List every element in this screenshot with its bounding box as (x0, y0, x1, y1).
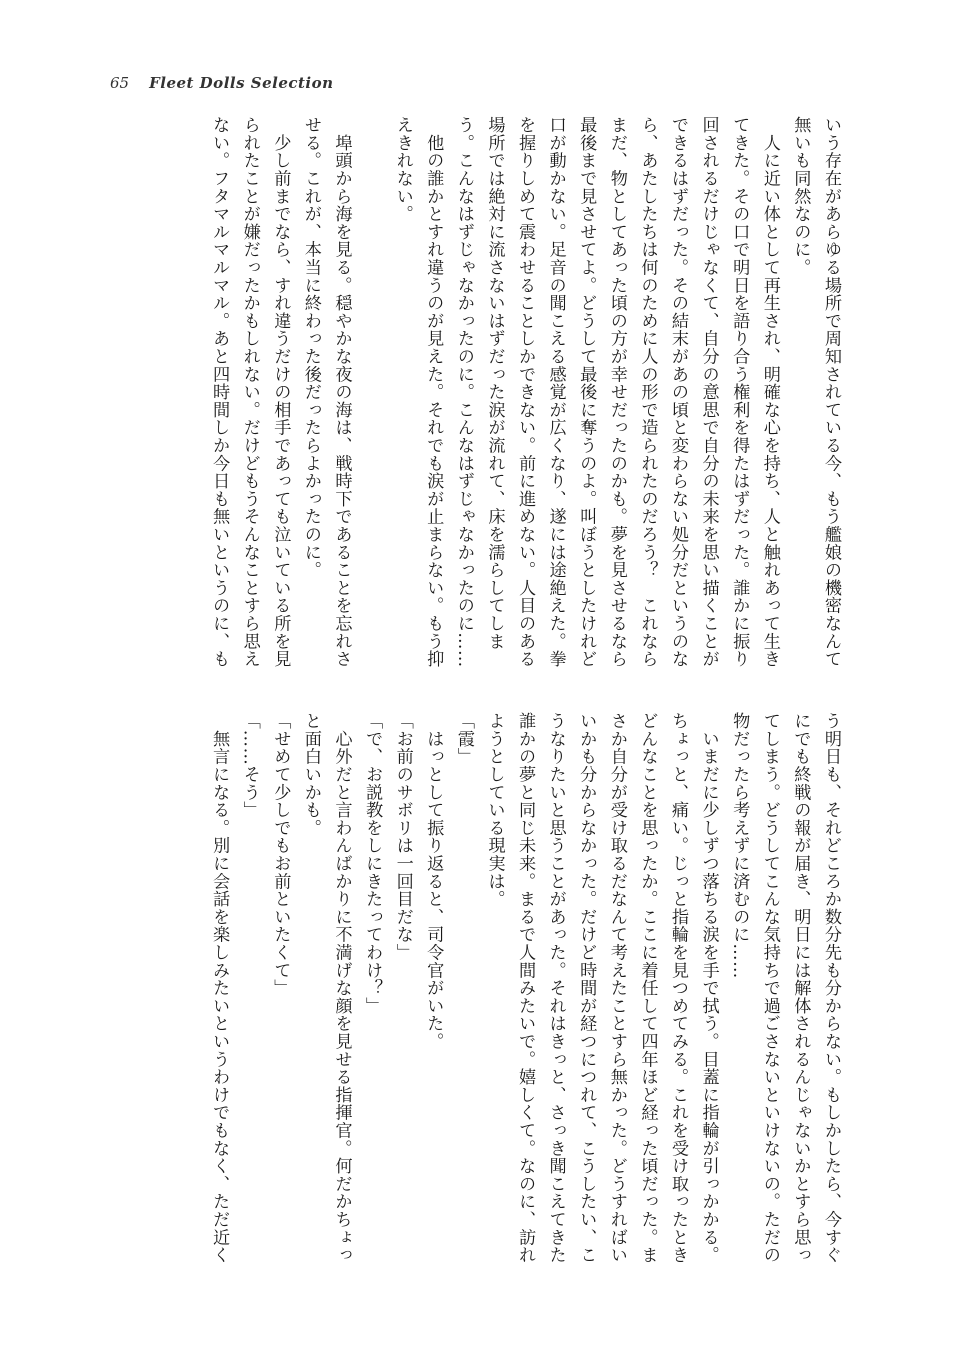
text-line: てきた。その口で明日を語り合う権利を得たはずだった。誰かに振り (729, 116, 750, 668)
text-line: いかも分からなかった。だけど時間が経つにつれて、こうしたい、こ (576, 712, 597, 1264)
text-line: 「で、お説教をしにきたってわけ？」 (362, 712, 383, 1015)
page-header (110, 74, 334, 98)
page-number: 65 (110, 74, 130, 92)
text-line: せる。これが、本当に終わった後だったらよかったのに。 (300, 116, 321, 579)
text-line: と面白いかも。 (300, 712, 321, 837)
text-line: 場所では絶対に流さないはずだった涙が流れて、床を濡らしてしま (484, 116, 505, 650)
text-line: 口が動かない。足音の聞こえる感覚が広くなり、遂には途絶えた。拳 (545, 116, 566, 668)
text-line: うなりたいと思うことがあった。それはきっと、さっき聞こえてきた (545, 712, 566, 1264)
text-line: 誰かの夢と同じ未来。まるで人間みたいで。嬉しくて。なのに、訪れ (515, 712, 536, 1264)
text-line: 埠頭から海を見る。穏やかな夜の海は、戦時下であることを忘れさ (331, 116, 352, 668)
text-line: られたことが嫌だったかもしれない。だけどもうそんなことすら思え (239, 116, 260, 668)
text-line: いまだに少しずつ落ちる涙を手で拭う。目蓋に指輪が引っかかる。 (698, 712, 719, 1264)
text-line: ようとしている現実は。 (484, 712, 505, 908)
text-line: てしまう。どうしてこんな気持ちで過ごさないといけないの。ただの (759, 712, 780, 1264)
text-line: まだ、物としてあった頃の方が幸せだったのかも。夢を見させるなら (606, 116, 627, 668)
text-line: ちょっと、痛い。じっと指輪を見つめてみる。これを受け取ったとき (668, 712, 689, 1264)
text-line: さか自分が受け取るだなんて考えたことすら無かった。どうすればい (606, 712, 627, 1264)
text-line: 少し前までなら、すれ違うだけの相手であっても泣いている所を見 (270, 116, 291, 668)
text-line (357, 116, 388, 686)
text-line: ら、あたしたちは何のために人の形で造られたのだろう？ これなら (637, 116, 658, 668)
text-line: 他の誰かとすれ違うのが見えた。それでも涙が止まらない。もう抑 (423, 116, 444, 668)
text-line: 「……そう」 (239, 712, 260, 819)
text-block-upper (110, 116, 846, 686)
text-line: 無いも同然なのに。 (790, 116, 811, 277)
text-line: ない。フタマルマルマル。あと四時間しか今日も無いというのに、も (209, 116, 230, 668)
text-line: う。こんなはずじゃなかったのに。こんなはずじゃなかったのに…… (453, 116, 474, 668)
text-line: 回されるだけじゃなくて、自分の意思で自分の未来を思い描くことが (698, 116, 719, 668)
text-line: 人に近い体として再生され、明確な心を持ち、人と触れあって生き (759, 116, 780, 668)
text-line: 無言になる。別に会話を楽しみたいというわけでもなく、ただ近く (209, 712, 230, 1264)
text-line: 「お前のサボリは一回目だな」 (392, 712, 413, 962)
text-line: はっとして振り返ると、司令官がいた。 (423, 712, 444, 1051)
text-line: にでも終戦の報が届き、明日には解体されるんじゃないかとすら思っ (790, 712, 811, 1264)
text-line: 「霞」 (453, 712, 474, 766)
text-line: 心外だと言わんばかりに不満げな顔を見せる指揮官。何だかちょっ (331, 712, 352, 1264)
text-line: えきれない。 (392, 116, 413, 223)
text-block-lower (110, 712, 846, 1292)
text-line: 「せめて少しでもお前といたくて」 (270, 712, 291, 997)
text-line: いう存在があらゆる場所で周知されている今、もう艦娘の機密なんて (821, 116, 841, 668)
text-line: どんなことを思ったか。ここに着任して四年ほど経った頃だった。ま (637, 712, 658, 1264)
text-line: 最後まで見させてよ。どうして最後に奪うのよ。叫ぼうとしたけれど (576, 116, 597, 668)
text-line: を握りしめて震わせることしかできない。前に進めない。人目のある (515, 116, 536, 668)
running-title: Fleet Dolls Selection (149, 74, 334, 92)
text-line: 物だったら考えずに済むのに…… (729, 712, 750, 979)
text-line: う明日も、それどころか数分先も分からない。もしかしたら、今すぐ (821, 712, 841, 1264)
text-line: できるはずだった。その結末があの頃と変わらない処分だというのな (668, 116, 689, 668)
